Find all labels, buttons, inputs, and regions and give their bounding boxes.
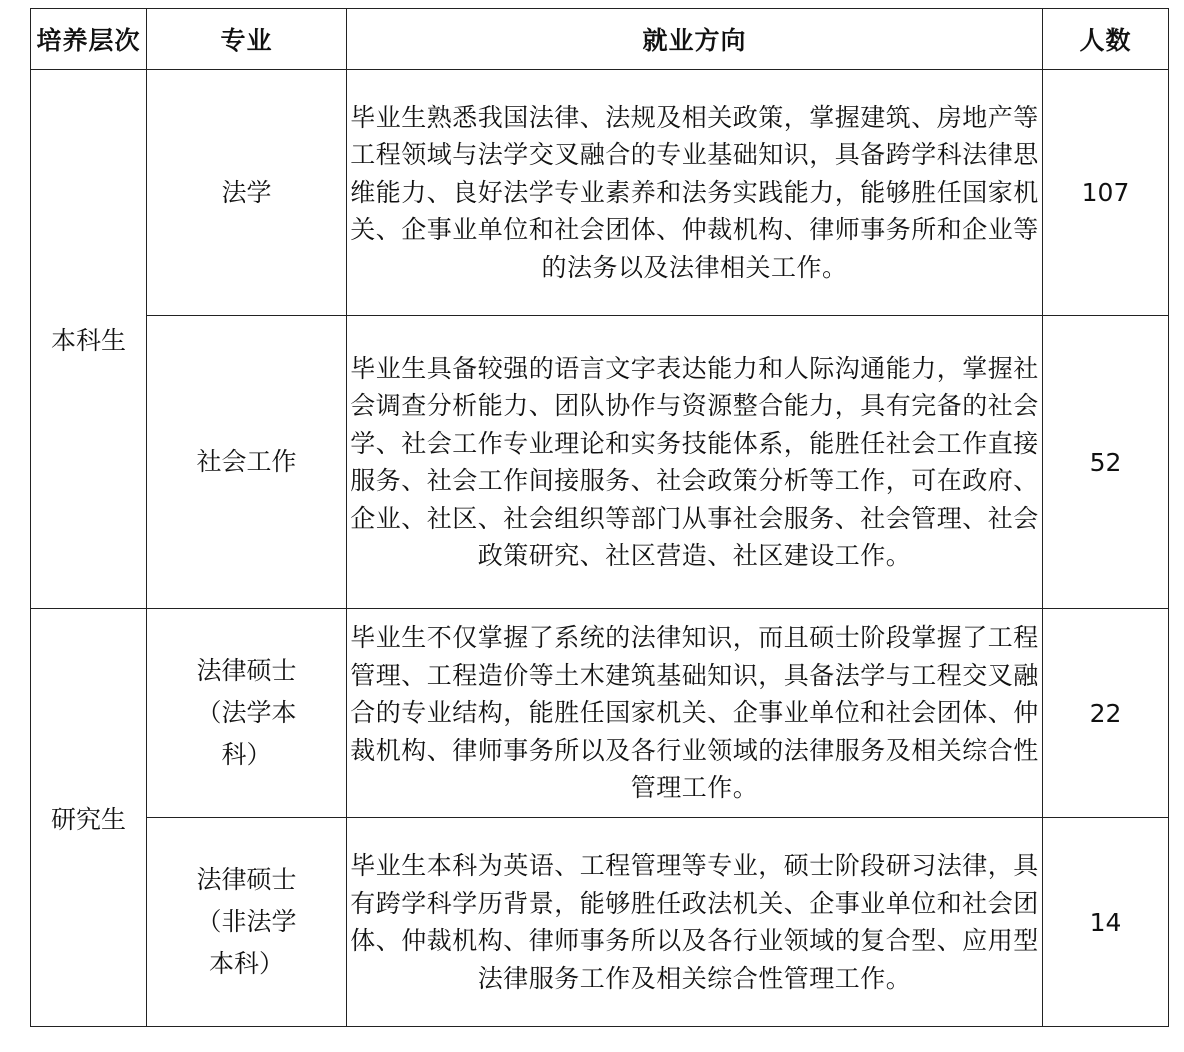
header-direction: 就业方向	[347, 9, 1043, 70]
table-row	[31, 316, 1169, 609]
header-level: 培养层次	[31, 9, 147, 70]
direction-cell: 毕业生具备较强的语言文字表达能力和人际沟通能力，掌握社会调查分析能力、团队协作与资源整合能力，具有完备的社会学、社会工作专业理论和实务技能体系，能胜任社会工作直接服务、社会工作间接服务、社会政策分析等工作，可在政府、企业、社区、社会组织等部门从事社会服务、社会管理、社会政策研究、社区营造、社区建设工作。	[347, 316, 1043, 609]
major-label: 法律硕士（法学本科）	[196, 656, 297, 769]
direction-cell: 毕业生熟悉我国法律、法规及相关政策，掌握建筑、房地产等工程领域与法学交叉融合的专业基础知识，具备跨学科法律思维能力、良好法学专业素养和法务实践能力，能够胜任国家机关、企事业单位和社会团体、仲裁机构、律师事务所和企业等的法务以及法律相关工作。	[347, 70, 1043, 316]
count-cell: 22	[1043, 609, 1169, 818]
employment-table	[30, 8, 1169, 1027]
count-cell: 14	[1043, 818, 1169, 1027]
direction-cell: 毕业生本科为英语、工程管理等专业，硕士阶段研习法律，具有跨学科学历背景，能够胜任政法机关、企事业单位和社会团体、仲裁机构、律师事务所以及各行业领域的复合型、应用型法律服务工作及相关综合性管理工作。	[347, 818, 1043, 1027]
level-cell-undergraduate: 本科生	[31, 70, 147, 609]
header-major: 专业	[147, 9, 347, 70]
major-label: 社会工作	[196, 447, 297, 476]
level-cell-graduate: 研究生	[31, 609, 147, 1027]
table-row	[31, 609, 1169, 818]
major-cell	[147, 609, 347, 818]
header-count: 人数	[1043, 9, 1169, 70]
table-row	[31, 70, 1169, 316]
table-header-row	[31, 9, 1169, 70]
table-row	[31, 818, 1169, 1027]
major-cell	[147, 316, 347, 609]
count-cell: 107	[1043, 70, 1169, 316]
major-cell	[147, 70, 347, 316]
major-label: 法学	[221, 177, 272, 207]
major-cell	[147, 818, 347, 1027]
direction-cell: 毕业生不仅掌握了系统的法律知识，而且硕士阶段掌握了工程管理、工程造价等土木建筑基础知识，具备法学与工程交叉融合的专业结构，能胜任国家机关、企事业单位和社会团体、仲裁机构、律师事务所以及各行业领域的法律服务及相关综合性管理工作。	[347, 609, 1043, 818]
count-cell: 52	[1043, 316, 1169, 609]
major-label: 法律硕士（非法学本科）	[196, 865, 297, 978]
